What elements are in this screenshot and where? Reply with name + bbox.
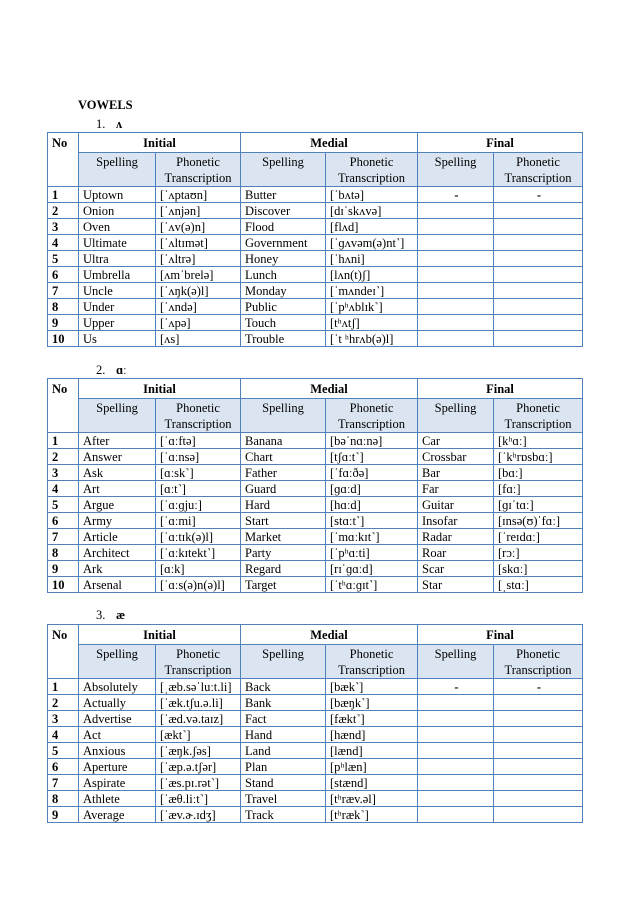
final-phonetic <box>494 283 583 299</box>
medial-phonetic: [bæk˺] <box>326 679 418 695</box>
initial-phonetic: [ˈʌv(ə)n] <box>156 219 241 235</box>
medial-phonetic: [rɪˈɡɑːd] <box>326 561 418 577</box>
medial-phonetic: [bəˈnɑːnə] <box>326 433 418 449</box>
subheader-spelling: Spelling <box>241 153 326 187</box>
initial-phonetic: [ɑːsk˺] <box>156 465 241 481</box>
row-number: 8 <box>48 791 79 807</box>
row-number: 4 <box>48 727 79 743</box>
final-phonetic: [fɑː] <box>494 481 583 497</box>
final-phonetic <box>494 791 583 807</box>
medial-spelling: Public <box>241 299 326 315</box>
final-phonetic: [ˌstɑː] <box>494 577 583 593</box>
final-spelling: Roar <box>418 545 494 561</box>
medial-spelling: Banana <box>241 433 326 449</box>
table-row <box>48 203 583 219</box>
final-phonetic: [kʰɑː] <box>494 433 583 449</box>
table-row <box>48 695 583 711</box>
row-number: 3 <box>48 219 79 235</box>
final-phonetic <box>494 743 583 759</box>
medial-phonetic: [ˈtʰɑːɡɪt˺] <box>326 577 418 593</box>
row-number: 1 <box>48 679 79 695</box>
initial-phonetic: [ækt˺] <box>156 727 241 743</box>
final-phonetic: [ˈreɪdɑː] <box>494 529 583 545</box>
final-phonetic <box>494 695 583 711</box>
section-label <box>96 117 122 131</box>
final-spelling <box>418 759 494 775</box>
table-row <box>48 267 583 283</box>
table-row <box>48 283 583 299</box>
initial-phonetic: [ˈɑːtɪk(ə)l] <box>156 529 241 545</box>
table-row <box>48 299 583 315</box>
table-row <box>48 433 583 449</box>
medial-phonetic: [fækt˺] <box>326 711 418 727</box>
table-header-row <box>48 379 583 399</box>
subheader-spelling: Spelling <box>79 645 156 679</box>
row-number: 7 <box>48 283 79 299</box>
medial-spelling: Guard <box>241 481 326 497</box>
table-row <box>48 759 583 775</box>
page-heading: VOWELS <box>78 98 133 112</box>
medial-spelling: Back <box>241 679 326 695</box>
initial-spelling: Uptown <box>79 187 156 203</box>
medial-phonetic: [hɑːd] <box>326 497 418 513</box>
row-number: 5 <box>48 251 79 267</box>
table-row <box>48 711 583 727</box>
header-final: Final <box>418 625 583 645</box>
final-phonetic <box>494 775 583 791</box>
subheader-spelling: Spelling <box>418 399 494 433</box>
medial-spelling: Land <box>241 743 326 759</box>
header-medial: Medial <box>241 379 418 399</box>
medial-phonetic: [pʰlæn] <box>326 759 418 775</box>
initial-phonetic: [ˈæd.və.taɪz] <box>156 711 241 727</box>
table-row <box>48 219 583 235</box>
final-phonetic <box>494 251 583 267</box>
row-number: 2 <box>48 203 79 219</box>
initial-spelling: Ark <box>79 561 156 577</box>
final-spelling: Car <box>418 433 494 449</box>
final-phonetic <box>494 759 583 775</box>
initial-phonetic: [ˈʌltɪmət] <box>156 235 241 251</box>
initial-spelling: After <box>79 433 156 449</box>
table-row <box>48 497 583 513</box>
final-spelling <box>418 251 494 267</box>
table-row <box>48 481 583 497</box>
header-initial: Initial <box>79 379 241 399</box>
final-phonetic <box>494 203 583 219</box>
initial-phonetic: [ˈʌpə] <box>156 315 241 331</box>
initial-spelling: Argue <box>79 497 156 513</box>
initial-spelling: Oven <box>79 219 156 235</box>
initial-spelling: Arsenal <box>79 577 156 593</box>
subheader-spelling: Spelling <box>418 153 494 187</box>
subheader-phonetic: Phonetic Transcription <box>156 399 241 433</box>
medial-spelling: Party <box>241 545 326 561</box>
table-row <box>48 187 583 203</box>
section-number: 1. <box>96 117 106 131</box>
medial-spelling: Father <box>241 465 326 481</box>
final-spelling <box>418 219 494 235</box>
table-row <box>48 449 583 465</box>
medial-spelling: Regard <box>241 561 326 577</box>
medial-spelling: Travel <box>241 791 326 807</box>
medial-spelling: Trouble <box>241 331 326 347</box>
initial-phonetic: [ˈæs.pɪ.rət˺] <box>156 775 241 791</box>
table-subheader-row <box>48 645 583 679</box>
initial-phonetic: [ˈæp.ə.tʃər] <box>156 759 241 775</box>
subheader-spelling: Spelling <box>241 399 326 433</box>
medial-phonetic: [ˈbʌtə] <box>326 187 418 203</box>
medial-phonetic: [ɡɑːd] <box>326 481 418 497</box>
final-spelling <box>418 299 494 315</box>
row-number: 2 <box>48 695 79 711</box>
medial-spelling: Market <box>241 529 326 545</box>
row-number: 1 <box>48 433 79 449</box>
subheader-phonetic: Phonetic Transcription <box>156 645 241 679</box>
final-spelling: Scar <box>418 561 494 577</box>
section-label <box>96 363 127 377</box>
final-spelling: Crossbar <box>418 449 494 465</box>
final-spelling: Star <box>418 577 494 593</box>
row-number: 9 <box>48 807 79 823</box>
medial-spelling: Discover <box>241 203 326 219</box>
header-no: No <box>48 625 79 679</box>
vowel-table <box>47 132 583 347</box>
vowel-symbol: ʌ <box>116 117 123 131</box>
medial-spelling: Chart <box>241 449 326 465</box>
table-row <box>48 465 583 481</box>
table-row <box>48 577 583 593</box>
row-number: 9 <box>48 561 79 577</box>
initial-spelling: Answer <box>79 449 156 465</box>
initial-spelling: Athlete <box>79 791 156 807</box>
initial-spelling: Ultra <box>79 251 156 267</box>
initial-spelling: Uncle <box>79 283 156 299</box>
table-row <box>48 315 583 331</box>
initial-spelling: Anxious <box>79 743 156 759</box>
initial-spelling: Art <box>79 481 156 497</box>
subheader-spelling: Spelling <box>79 399 156 433</box>
header-initial: Initial <box>79 133 241 153</box>
medial-phonetic: [tʰʌtʃ] <box>326 315 418 331</box>
medial-spelling: Bank <box>241 695 326 711</box>
table-row <box>48 529 583 545</box>
row-number: 9 <box>48 315 79 331</box>
final-phonetic: - <box>494 679 583 695</box>
final-phonetic: [bɑː] <box>494 465 583 481</box>
medial-phonetic: [lænd] <box>326 743 418 759</box>
row-number: 6 <box>48 759 79 775</box>
table-row <box>48 331 583 347</box>
initial-phonetic: [ˈʌptaʊn] <box>156 187 241 203</box>
initial-spelling: Ask <box>79 465 156 481</box>
row-number: 10 <box>48 577 79 593</box>
final-spelling <box>418 331 494 347</box>
medial-phonetic: [flʌd] <box>326 219 418 235</box>
initial-phonetic: [ˈæŋk.ʃəs] <box>156 743 241 759</box>
header-final: Final <box>418 379 583 399</box>
medial-phonetic: [lʌn(t)ʃ] <box>326 267 418 283</box>
final-phonetic <box>494 807 583 823</box>
initial-spelling: Aspirate <box>79 775 156 791</box>
row-number: 4 <box>48 235 79 251</box>
final-spelling: Insofar <box>418 513 494 529</box>
initial-spelling: Architect <box>79 545 156 561</box>
medial-spelling: Government <box>241 235 326 251</box>
final-phonetic <box>494 235 583 251</box>
medial-phonetic: [ˈt ʰhrʌb(ə)l] <box>326 331 418 347</box>
initial-spelling: Advertise <box>79 711 156 727</box>
table-row <box>48 807 583 823</box>
initial-phonetic: [ˈæθ.liːt˺] <box>156 791 241 807</box>
final-phonetic <box>494 219 583 235</box>
final-spelling <box>418 695 494 711</box>
table-row <box>48 545 583 561</box>
header-final: Final <box>418 133 583 153</box>
table-subheader-row <box>48 399 583 433</box>
medial-phonetic: [ˈhʌni] <box>326 251 418 267</box>
subheader-phonetic: Phonetic Transcription <box>494 645 583 679</box>
medial-spelling: Start <box>241 513 326 529</box>
medial-spelling: Stand <box>241 775 326 791</box>
table-row <box>48 775 583 791</box>
final-phonetic: [ɪnsə(ʊ)ˈfɑː] <box>494 513 583 529</box>
initial-phonetic: [ˈæv.ɚ.ɪdʒ] <box>156 807 241 823</box>
initial-spelling: Ultimate <box>79 235 156 251</box>
final-spelling <box>418 315 494 331</box>
initial-phonetic: [ˈɑːɡjuː] <box>156 497 241 513</box>
table-subheader-row <box>48 153 583 187</box>
initial-spelling: Onion <box>79 203 156 219</box>
row-number: 7 <box>48 775 79 791</box>
medial-phonetic: [dɪˈskʌvə] <box>326 203 418 219</box>
final-phonetic <box>494 299 583 315</box>
medial-phonetic: [ˈpʰʌblɪk˺] <box>326 299 418 315</box>
medial-spelling: Hard <box>241 497 326 513</box>
initial-phonetic: [ˈɑːftə] <box>156 433 241 449</box>
medial-spelling: Monday <box>241 283 326 299</box>
subheader-phonetic: Phonetic Transcription <box>156 153 241 187</box>
row-number: 7 <box>48 529 79 545</box>
table-row <box>48 235 583 251</box>
initial-phonetic: [ˈʌnjən] <box>156 203 241 219</box>
medial-phonetic: [ˈmɑːkɪt˺] <box>326 529 418 545</box>
row-number: 5 <box>48 497 79 513</box>
initial-spelling: Actually <box>79 695 156 711</box>
final-phonetic <box>494 711 583 727</box>
vowel-table <box>47 378 583 593</box>
final-phonetic: - <box>494 187 583 203</box>
medial-spelling: Plan <box>241 759 326 775</box>
subheader-spelling: Spelling <box>241 645 326 679</box>
section-number: 3. <box>96 608 106 622</box>
row-number: 8 <box>48 545 79 561</box>
initial-spelling: Under <box>79 299 156 315</box>
final-spelling <box>418 283 494 299</box>
medial-spelling: Target <box>241 577 326 593</box>
subheader-phonetic: Phonetic Transcription <box>326 645 418 679</box>
final-spelling <box>418 791 494 807</box>
row-number: 4 <box>48 481 79 497</box>
final-phonetic <box>494 727 583 743</box>
medial-phonetic: [bæŋk˺] <box>326 695 418 711</box>
medial-spelling: Honey <box>241 251 326 267</box>
section-number: 2. <box>96 363 106 377</box>
section-label <box>96 608 125 622</box>
table-row <box>48 679 583 695</box>
row-number: 5 <box>48 743 79 759</box>
final-spelling <box>418 711 494 727</box>
medial-spelling: Hand <box>241 727 326 743</box>
final-spelling <box>418 807 494 823</box>
table-row <box>48 513 583 529</box>
initial-spelling: Act <box>79 727 156 743</box>
medial-phonetic: [ˈɡʌvəm(ə)nt˺] <box>326 235 418 251</box>
final-phonetic: [rɔː] <box>494 545 583 561</box>
medial-spelling: Track <box>241 807 326 823</box>
initial-phonetic: [ɑːt˺] <box>156 481 241 497</box>
row-number: 6 <box>48 267 79 283</box>
initial-phonetic: [ˈʌŋk(ə)l] <box>156 283 241 299</box>
table-row <box>48 743 583 759</box>
medial-spelling: Lunch <box>241 267 326 283</box>
medial-phonetic: [hænd] <box>326 727 418 743</box>
medial-phonetic: [tʰræv.əl] <box>326 791 418 807</box>
final-spelling <box>418 235 494 251</box>
final-spelling <box>418 775 494 791</box>
table-row <box>48 251 583 267</box>
vowel-table <box>47 624 583 823</box>
vowel-symbol: æ <box>116 608 126 622</box>
final-spelling <box>418 267 494 283</box>
initial-spelling: Article <box>79 529 156 545</box>
table-row <box>48 561 583 577</box>
final-phonetic: [ˈkʰrɒsbɑː] <box>494 449 583 465</box>
initial-phonetic: [ˈæk.tʃu.ə.li] <box>156 695 241 711</box>
initial-phonetic: [ˈɑːkɪtekt˺] <box>156 545 241 561</box>
header-medial: Medial <box>241 625 418 645</box>
row-number: 3 <box>48 711 79 727</box>
initial-spelling: Umbrella <box>79 267 156 283</box>
medial-phonetic: [stænd] <box>326 775 418 791</box>
header-initial: Initial <box>79 625 241 645</box>
header-no: No <box>48 133 79 187</box>
subheader-spelling: Spelling <box>418 645 494 679</box>
table-header-row <box>48 133 583 153</box>
initial-phonetic: [ˈʌndə] <box>156 299 241 315</box>
initial-spelling: Absolutely <box>79 679 156 695</box>
row-number: 10 <box>48 331 79 347</box>
medial-phonetic: [ˈmʌndeɪ˺] <box>326 283 418 299</box>
table-row <box>48 791 583 807</box>
header-no: No <box>48 379 79 433</box>
medial-spelling: Flood <box>241 219 326 235</box>
final-spelling <box>418 743 494 759</box>
subheader-phonetic: Phonetic Transcription <box>494 153 583 187</box>
final-spelling: Guitar <box>418 497 494 513</box>
initial-spelling: Army <box>79 513 156 529</box>
initial-phonetic: [ʌmˈbrelə] <box>156 267 241 283</box>
row-number: 1 <box>48 187 79 203</box>
medial-spelling: Fact <box>241 711 326 727</box>
medial-spelling: Butter <box>241 187 326 203</box>
medial-phonetic: [ˈfɑːðə] <box>326 465 418 481</box>
medial-spelling: Touch <box>241 315 326 331</box>
medial-phonetic: [tʃɑːt˺] <box>326 449 418 465</box>
header-medial: Medial <box>241 133 418 153</box>
initial-phonetic: [ˈɑːnsə] <box>156 449 241 465</box>
final-phonetic <box>494 267 583 283</box>
row-number: 2 <box>48 449 79 465</box>
final-spelling: - <box>418 187 494 203</box>
medial-phonetic: [ˈpʰɑːti] <box>326 545 418 561</box>
row-number: 3 <box>48 465 79 481</box>
final-phonetic: [ɡɪˈtɑː] <box>494 497 583 513</box>
final-spelling: Bar <box>418 465 494 481</box>
final-phonetic <box>494 315 583 331</box>
row-number: 6 <box>48 513 79 529</box>
initial-spelling: Average <box>79 807 156 823</box>
medial-phonetic: [stɑːt˺] <box>326 513 418 529</box>
initial-phonetic: [ˈɑːmi] <box>156 513 241 529</box>
initial-phonetic: [ʌs] <box>156 331 241 347</box>
final-spelling: - <box>418 679 494 695</box>
initial-phonetic: [ˌæb.səˈluːt.li] <box>156 679 241 695</box>
final-spelling <box>418 203 494 219</box>
initial-phonetic: [ˈɑːs(ə)n(ə)l] <box>156 577 241 593</box>
table-header-row <box>48 625 583 645</box>
vowel-symbol: ɑː <box>116 363 127 377</box>
initial-phonetic: [ɑːk] <box>156 561 241 577</box>
final-phonetic: [skɑː] <box>494 561 583 577</box>
medial-phonetic: [tʰræk˺] <box>326 807 418 823</box>
initial-spelling: Upper <box>79 315 156 331</box>
final-spelling <box>418 727 494 743</box>
initial-spelling: Aperture <box>79 759 156 775</box>
initial-phonetic: [ˈʌltrə] <box>156 251 241 267</box>
table-row <box>48 727 583 743</box>
initial-spelling: Us <box>79 331 156 347</box>
subheader-spelling: Spelling <box>79 153 156 187</box>
row-number: 8 <box>48 299 79 315</box>
subheader-phonetic: Phonetic Transcription <box>326 399 418 433</box>
final-spelling: Far <box>418 481 494 497</box>
final-phonetic <box>494 331 583 347</box>
subheader-phonetic: Phonetic Transcription <box>326 153 418 187</box>
subheader-phonetic: Phonetic Transcription <box>494 399 583 433</box>
final-spelling: Radar <box>418 529 494 545</box>
